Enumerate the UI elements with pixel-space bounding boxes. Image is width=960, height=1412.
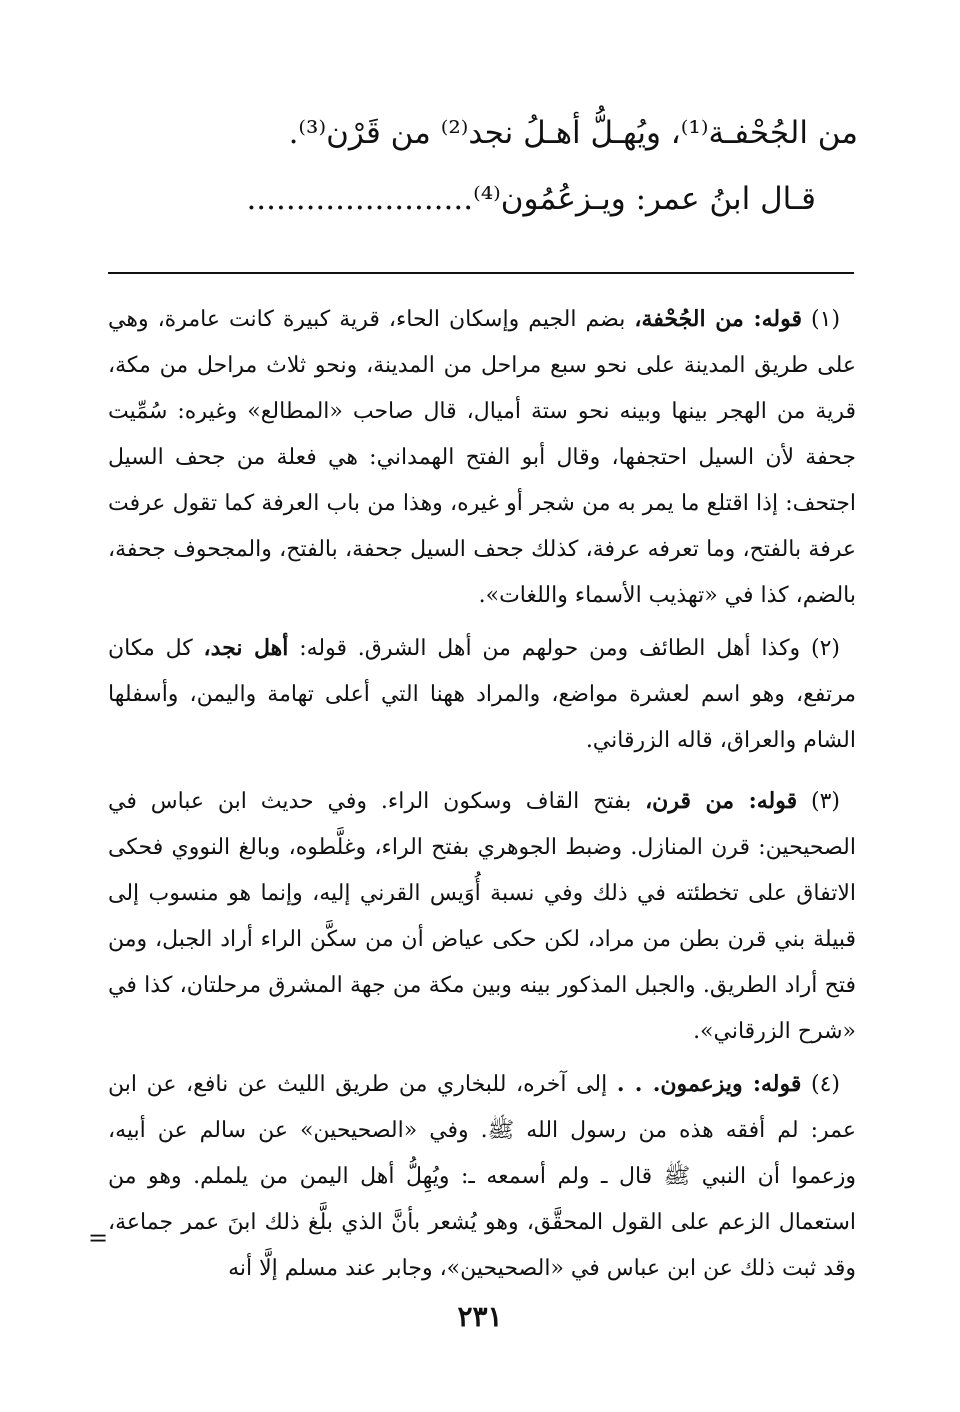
main-line-2-text: قـال ابنُ عمر: ويـزعُمُون⁽⁴⁾.	[463, 181, 816, 217]
footnote-2	[108, 625, 856, 764]
footnote-1	[108, 296, 856, 619]
footnote-2-label: أهل نجد،	[203, 635, 289, 661]
footnote-2-text-before: وكذا أهل الطائف ومن حولهم من أهل الشرق. قوله:	[299, 636, 801, 661]
main-line-2	[108, 166, 858, 232]
footnote-1-text: بضم الجيم وإسكان الحاء، قرية كبيرة كانت عامرة، وهي على طريق المدينة على نحو سبع مراحل من المدينة، ونحو ثلاث مراحل من مكة، قرية من الهجر بينها وبينه نحو ستة أميال، قال صاحب «المطالع» وغيره: سُمِّيت جحفة لأن السيل احتجفها، وقال أبو الفتح الهمداني: هي فعلة من جحف السيل اجتحف: إذا اقتلع ما يمر به من شجر أو غيره، وهذا من باب العرفة كما تقول عرفت عرفة بالفتح، وما تعرفه عرفة، كذلك جحف السيل جحفة، بالفتح، والمجحوف جحفة، بالضم، كذا في «تهذيب الأسماء واللغات».	[108, 307, 856, 608]
footnote-4	[108, 1061, 856, 1292]
main-line-1: من الجُحْفـة⁽¹⁾، ويُهـلُّ أهـلُ نجد⁽²⁾ من قَرْن⁽³⁾.	[288, 115, 858, 151]
footnote-4-number: (٤)	[811, 1072, 841, 1097]
footnote-3	[108, 778, 856, 1055]
footnote-3-text: بفتح القاف وسكون الراء. وفي حديث ابن عباس في الصحيحين: قرن المنازل. وضبط الجوهري بفتح الراء، وغلَّطوه، وبالغ النووي فحكى الاتفاق على تخطئته في ذلك وفي نسبة أُوَيس القرني إليه، وإنما هو منسوب إلى قبيلة بني قرن بطن من مراد، لكن حكى عياض أن من سكَّن الراء أراد الجبل، ومن فتح أراد الطريق. والجبل المذكور بينه وبين مكة من جهة المشرق مرحلتان، كذا في «شرح الزرقاني».	[108, 789, 856, 1044]
footnote-3-number: (٣)	[810, 789, 840, 814]
footnote-4-label: قوله: ويزعمون. . .	[616, 1071, 802, 1097]
footnotes-block	[108, 296, 856, 1298]
main-line-2-dots: ......................	[246, 181, 464, 217]
main-text-block	[108, 100, 858, 232]
footnote-3-label: قوله: من قرن،	[645, 788, 798, 814]
continuation-mark: =	[88, 1224, 109, 1252]
footnote-separator	[108, 272, 854, 274]
footnote-2-number: (٢)	[810, 636, 840, 661]
footnote-4-text: إلى آخره، للبخاري من طريق الليث عن نافع، عن ابن عمر: لم أفقه هذه من رسول الله ﷺ. وفي «الصحيحين» عن سالم عن أبيه، وزعموا أن النبي ﷺ قال ـ ولم أسمعه ـ: ويُهِلُّ أهل اليمن من يلملم. وهو من استعمال الزعم على القول المحقَّق، وهو يُشعر بأنَّ الذي بلَّغ ذلك ابنَ عمر جماعة، وقد ثبت ذلك عن ابن عباس في «الصحيحين»، وجابر عند مسلم إلَّا أنه	[108, 1072, 856, 1281]
footnote-1-number: (١)	[811, 307, 841, 332]
footnote-1-label: قوله: من الجُحْفة،	[634, 306, 802, 332]
footnote-2-text: كل مكان مرتفع، وهو اسم لعشرة مواضع، والمراد ههنا التي أعلى تهامة واليمن، وأسفلها الشام والعراق، قاله الزرقاني.	[108, 636, 856, 753]
page-number: ٢٣١	[457, 1300, 503, 1333]
